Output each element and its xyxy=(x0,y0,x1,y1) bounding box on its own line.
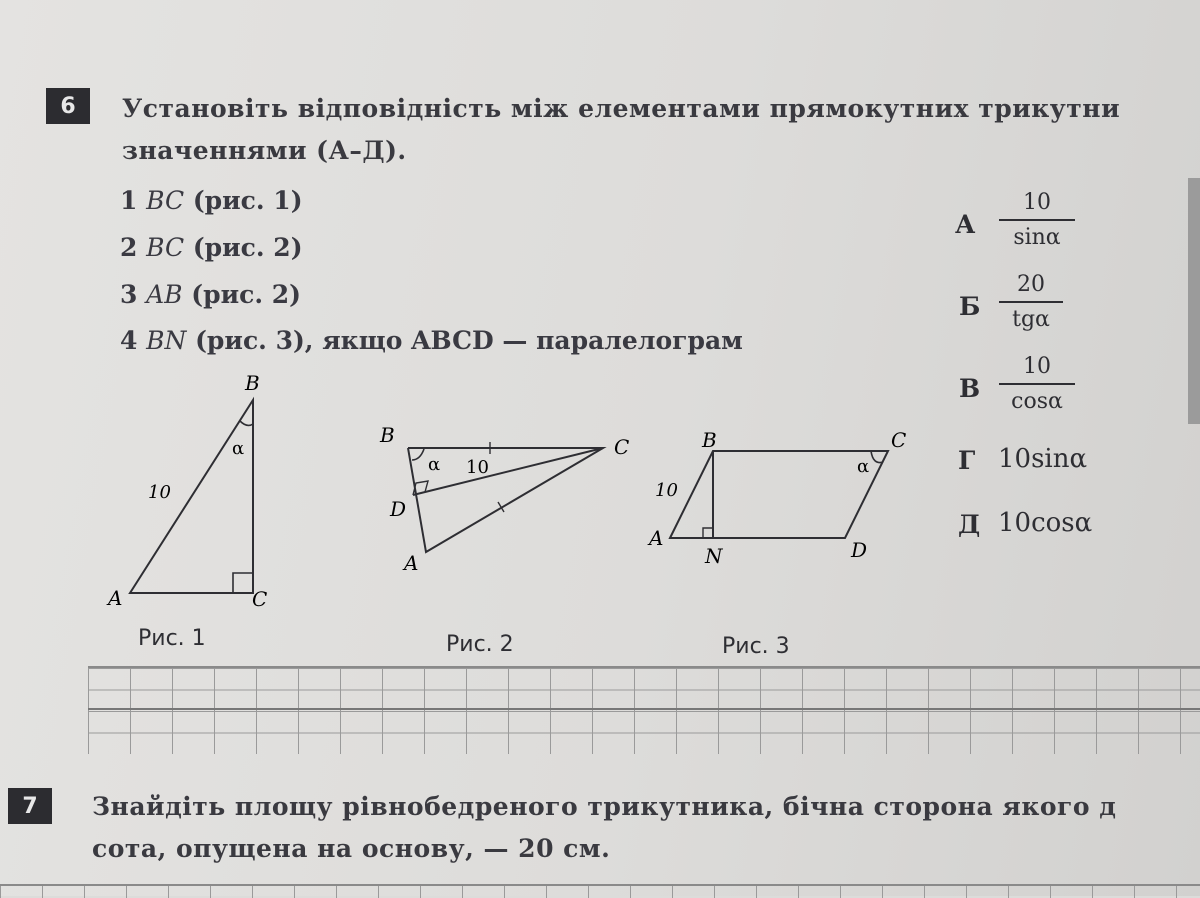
worksheet-page: 6 Установіть відповідність між елементами прямокутних трикутни значеннями (А–Д). 1 BC (рис. 1) 2 BC (рис. 2) 3 AB (рис. 2) 4 BN (рис. 3), якщо ABCD — паралелограм А 10 sinα Б 20 tgα В 10 cosα Г 10sinα Д 10cosα B A C 10 α Рис. 1 B C D A α 10 Рис. 2 B C A N D 10 α Рис. 3 7 Знайдіть площу рівнобедреного трикутника, бічна сторона якого д сота, опущена на основу, — 20 см. xyxy=(0,0,1200,896)
figure-2-triangles xyxy=(370,420,640,580)
task-7-line-2: сота, опущена на основу, — 20 см. xyxy=(92,834,611,863)
task-6-item-4: 4 BN (рис. 3), якщо ABCD — паралелограм xyxy=(120,326,743,355)
answer-grid-divider xyxy=(88,708,1200,710)
vertex-b-label: B xyxy=(702,428,717,452)
task-7-number-badge xyxy=(8,788,52,824)
vertex-a-label: A xyxy=(404,551,419,575)
angle-alpha-label: α xyxy=(857,456,870,477)
task-6-number: 6 xyxy=(60,93,76,119)
answer-b-fraction: 20 tgα xyxy=(999,272,1063,332)
task-7-number: 7 xyxy=(22,793,38,819)
angle-alpha-label: α xyxy=(428,454,441,475)
task-6-item-1: 1 BC (рис. 1) xyxy=(120,186,303,215)
vertex-c-label: C xyxy=(891,428,907,452)
side-ab-length: 10 xyxy=(148,482,171,503)
answer-grid[interactable] xyxy=(88,666,1200,754)
parallelogram-abcd xyxy=(670,451,888,538)
figure-3-caption: Рис. 3 xyxy=(722,634,790,659)
fraction-bar xyxy=(999,219,1075,221)
page-edge-bar xyxy=(1188,178,1200,424)
vertex-b-label: B xyxy=(380,423,395,447)
segment-dc xyxy=(413,448,603,495)
side-ab-length: 10 xyxy=(655,480,678,501)
vertex-a-label: A xyxy=(649,526,664,550)
figure-1-caption: Рис. 1 xyxy=(138,626,206,651)
vertex-n-label: N xyxy=(705,544,723,568)
side-bc-length: 10 xyxy=(466,457,489,478)
answer-a-fraction: 10 sinα xyxy=(999,190,1075,250)
task-6-item-3: 3 AB (рис. 2) xyxy=(120,280,301,309)
vertex-d-label: D xyxy=(851,538,868,562)
vertex-c-label: C xyxy=(614,435,630,459)
angle-alpha-label: α xyxy=(232,438,245,459)
fraction-bar xyxy=(999,301,1063,303)
figure-2-caption: Рис. 2 xyxy=(446,632,514,657)
angle-alpha-arc xyxy=(871,451,883,463)
vertex-c-label: C xyxy=(252,587,268,611)
figure-1-right-triangle xyxy=(100,368,300,618)
task-6-line-1: Установіть відповідність між елементами прямокутних трикутни xyxy=(122,94,1121,123)
right-angle-mark xyxy=(233,573,253,593)
task-6-item-2: 2 BC (рис. 2) xyxy=(120,233,303,262)
task-7-line-1: Знайдіть площу рівнобедреного трикутника, бічна сторона якого д xyxy=(92,792,1117,821)
fraction-bar xyxy=(999,383,1075,385)
task-6-number-badge xyxy=(46,88,90,124)
angle-alpha-arc xyxy=(240,421,253,425)
vertex-a-label: A xyxy=(108,586,123,610)
angle-alpha-arc xyxy=(412,449,424,460)
right-angle-mark xyxy=(703,528,713,538)
vertex-d-label: D xyxy=(390,497,407,521)
vertex-b-label: B xyxy=(245,371,260,395)
answer-v-fraction: 10 cosα xyxy=(999,354,1075,414)
figure-3-parallelogram xyxy=(645,425,915,575)
task-6-line-2: значеннями (А–Д). xyxy=(122,136,407,165)
